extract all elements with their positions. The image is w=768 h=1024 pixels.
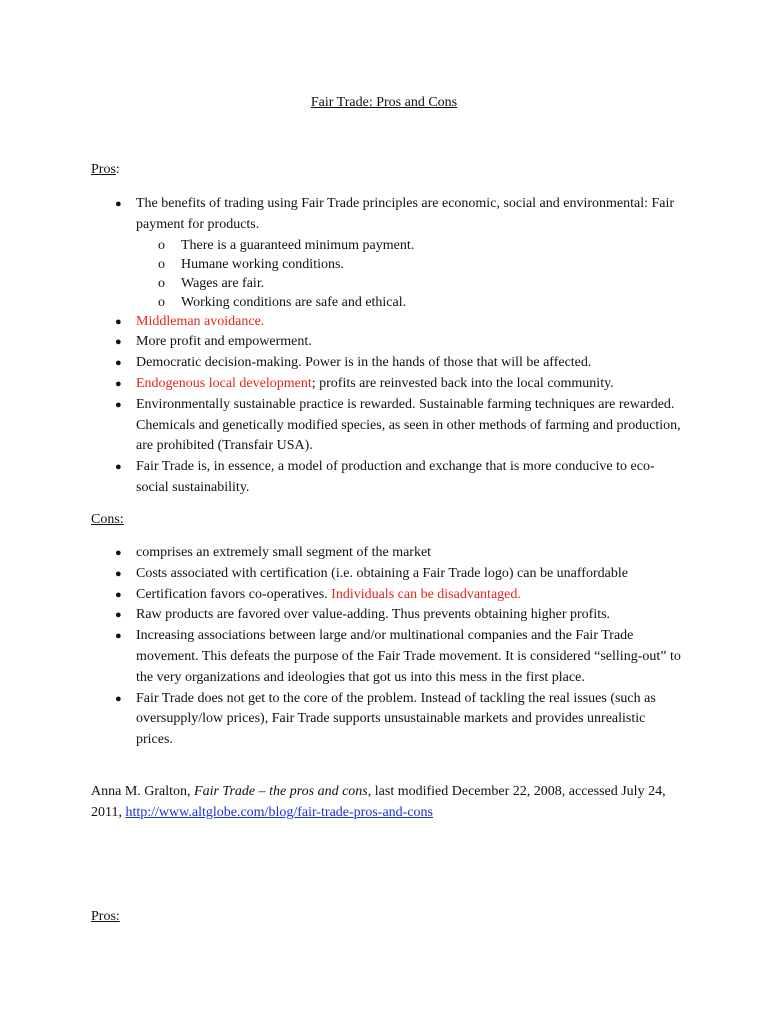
- citation-details: , last modified December 22, 2008, accessed July 24, 2011,: [91, 784, 666, 820]
- citation-title: Fair Trade – the pros and cons: [194, 784, 368, 799]
- pros-subitem: [0, 255, 768, 274]
- pros-item: [0, 332, 684, 353]
- pros-repeat-heading: Pros:: [91, 909, 120, 924]
- pros-item-highlight: Middleman avoidance.: [136, 313, 265, 329]
- sub-bullet-icon: o: [158, 256, 165, 272]
- pros-item-text: Environmentally sustainable practice is rewarded. Sustainable farming techniques are rewarded. Chemicals and genetically modified species, as seen in other methods of farming and production, are prohibited (Transfair USA).: [136, 396, 681, 454]
- sub-bullet-icon: o: [158, 294, 165, 310]
- pros-subitem-text: Wages are fair.: [181, 275, 265, 291]
- bullet-icon: ●: [115, 588, 122, 601]
- pros-subitem: [0, 236, 768, 255]
- pros-subitem-text: Humane working conditions.: [181, 256, 344, 272]
- bullet-icon: ●: [115, 461, 122, 474]
- pros-item-text: More profit and empowerment.: [136, 334, 312, 350]
- pros-item-text: The benefits of trading using Fair Trade principles are economic, social and environmental: Fair payment for products.: [136, 196, 675, 232]
- pros-heading-colon: :: [115, 162, 120, 177]
- citation: [91, 782, 681, 824]
- bullet-icon: ●: [115, 567, 122, 580]
- cons-item-text: Certification favors co-operatives.: [136, 586, 332, 602]
- bullet-icon: ●: [115, 398, 122, 411]
- page-title: Fair Trade: Pros and Cons: [310, 95, 458, 110]
- cons-item-highlight: Individuals can be disadvantaged.: [331, 586, 521, 602]
- cons-item-text: Increasing associations between large and/or multinational companies and the Fair Trade movement. This defeats the purpose of the Fair Trade movement. It is considered “selling-out” to the very organizations and ideologies that got us into this mess in the first place.: [136, 628, 681, 685]
- cons-item: [0, 564, 684, 585]
- pros-subitem: [0, 293, 768, 312]
- citation-author: Anna M. Gralton,: [91, 784, 195, 799]
- citation-link[interactable]: http://www.altglobe.com/blog/fair-trade-pros-and-cons: [125, 804, 433, 820]
- sub-bullet-icon: o: [158, 275, 165, 291]
- pros-subitem-text: Working conditions are safe and ethical.: [181, 294, 407, 310]
- pros-item: [0, 194, 684, 236]
- pros-heading: [91, 161, 120, 179]
- bullet-icon: ●: [115, 357, 122, 370]
- pros-item-text: ; profits are reinvested back into the local community.: [311, 375, 614, 391]
- bullet-icon: ●: [115, 336, 122, 349]
- pros-item-highlight: Endogenous local development: [136, 375, 312, 391]
- cons-list: [0, 543, 768, 751]
- pros-item: [0, 395, 684, 457]
- cons-item-text: Raw products are favored over value-adding. Thus prevents obtaining higher profits.: [136, 607, 611, 623]
- bullet-icon: ●: [115, 547, 122, 559]
- cons-item: [0, 605, 684, 626]
- bullet-icon: ●: [115, 692, 122, 705]
- pros-item-text: Democratic decision-making. Power is in the hands of those that will be affected.: [136, 355, 592, 371]
- pros-subitem: [0, 274, 768, 293]
- bullet-icon: ●: [115, 377, 122, 390]
- cons-item-text: Fair Trade does not get to the core of the problem. Instead of tackling the real issues (such as oversupply/low prices), Fair Trade supports unsustainable markets and provides unrealistic prices.: [136, 690, 656, 748]
- cons-item-text: comprises an extremely small segment of the market: [136, 545, 432, 560]
- pros-item-text: Fair Trade is, in essence, a model of production and exchange that is more conducive to eco-social sustainability.: [136, 459, 655, 495]
- sub-bullet-icon: o: [158, 237, 165, 253]
- bullet-icon: ●: [115, 609, 122, 622]
- pros-subitem-text: There is a guaranteed minimum payment.: [181, 237, 415, 253]
- pros-heading-text: Pros: [91, 162, 116, 177]
- cons-item: [0, 689, 684, 751]
- cons-item-text: Costs associated with certification (i.e. obtaining a Fair Trade logo) can be unaffordable: [136, 565, 628, 581]
- cons-item: [0, 585, 684, 606]
- pros-item: [0, 312, 684, 333]
- bullet-icon: ●: [115, 630, 122, 643]
- pros-item: [0, 353, 684, 374]
- pros-list: [0, 194, 768, 499]
- bullet-icon: ●: [115, 315, 122, 328]
- cons-item: [0, 543, 684, 564]
- pros-item: [0, 374, 684, 395]
- cons-item: [0, 626, 684, 688]
- cons-heading: Cons:: [91, 512, 124, 527]
- pros-item: [0, 457, 684, 499]
- bullet-icon: ●: [115, 198, 122, 210]
